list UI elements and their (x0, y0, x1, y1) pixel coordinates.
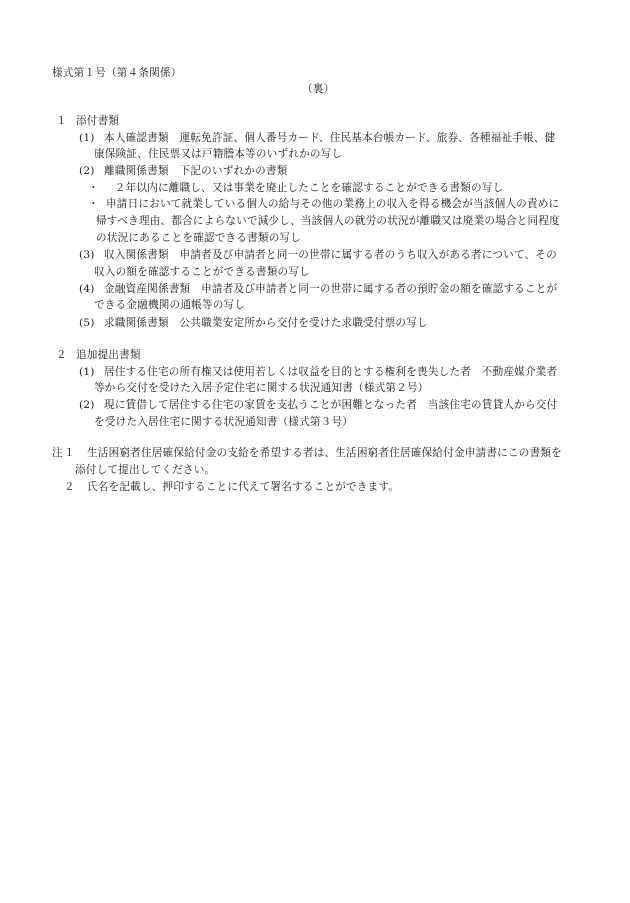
item-number: (5) (79, 317, 95, 329)
bullet-text: 申請日において就業している個人の給与その他の業務上の収入を得る機会が当該個人の責めに (106, 198, 560, 210)
item-text: 金融資産関係書類 申請者及び申請者と同一の世帯に属する者の預貯金の額を確認することが (104, 283, 558, 295)
bullet-text-continued: 帰すべき理由、都合によらないで減少し、当該個人の就労の状況が離職又は廃業の場合と同程度 (96, 215, 560, 227)
section-title: 追加提出書類 (76, 349, 141, 361)
item-text-continued: 康保険証、住民票又は戸籍謄本等のいずれかの写し (94, 148, 343, 160)
note-text-continued: 添付して提出してください。 (75, 464, 216, 476)
bullet-text-continued: の状況にあることを確認できる書類の写し (96, 232, 302, 244)
item-text: 求職関係書類 公共職業安定所から交付を受けた求職受付票の写し (104, 317, 428, 329)
section-number: １ (56, 115, 67, 127)
item-number: (4) (79, 283, 95, 295)
item-number: (2) (79, 165, 95, 177)
item-number: (2) (79, 399, 95, 411)
item-text: 現に賃借して居住する住宅の家賃を支払うことが困難となった者 当該住宅の賃貸人から交付 (104, 399, 558, 411)
item-number: (1) (79, 366, 95, 378)
note-text: 氏名を記載し、押印することに代えて署名することができます。 (87, 481, 400, 493)
item-text-continued: を受けた入居住宅に関する状況通知書（様式第３号） (94, 416, 354, 428)
section-title: 添付書類 (76, 115, 120, 127)
form-side-label: （裏） (302, 83, 335, 95)
note-text: 生活困窮者住居確保給付金の支給を希望する者は、生活困窮者住居確保給付金申請書にこの書類を (87, 447, 562, 459)
item-number: (3) (79, 249, 95, 261)
item-text: 離職関係書類 下記のいずれかの書類 (104, 165, 288, 177)
item-text: 収入関係書類 申請者及び申請者と同一の世帯に属する者のうち収入がある者について、その (104, 249, 557, 261)
item-text-continued: 収入の額を確認することができる書類の写し (94, 266, 310, 278)
note-number: １ (64, 447, 75, 459)
item-text-continued: 等から交付を受けた入居予定住宅に関する状況通知書（様式第２号） (94, 382, 429, 394)
notes-label: 注 (52, 447, 63, 459)
bullet-text: ２年以内に離職し、又は事業を廃止したことを確認することができる書類の写し (104, 182, 504, 194)
item-text: 本人確認書類 運転免許証、個人番号カード、住民基本台帳カード、旅券、各種福祉手帳、健 (104, 132, 556, 144)
note-number: ２ (64, 481, 75, 493)
item-number: (1) (79, 132, 95, 144)
bullet-mark: ・ (88, 182, 99, 194)
form-number: 様式第１号（第４条関係） (52, 67, 182, 79)
item-text: 居住する住宅の所有権又は使用若しくは収益を目的とする権利を喪失した者 不動産媒介業者 (104, 366, 558, 378)
item-text-continued: できる金融機関の通帳等の写し (94, 299, 246, 311)
bullet-mark: ・ (88, 198, 99, 210)
section-number: ２ (56, 349, 67, 361)
